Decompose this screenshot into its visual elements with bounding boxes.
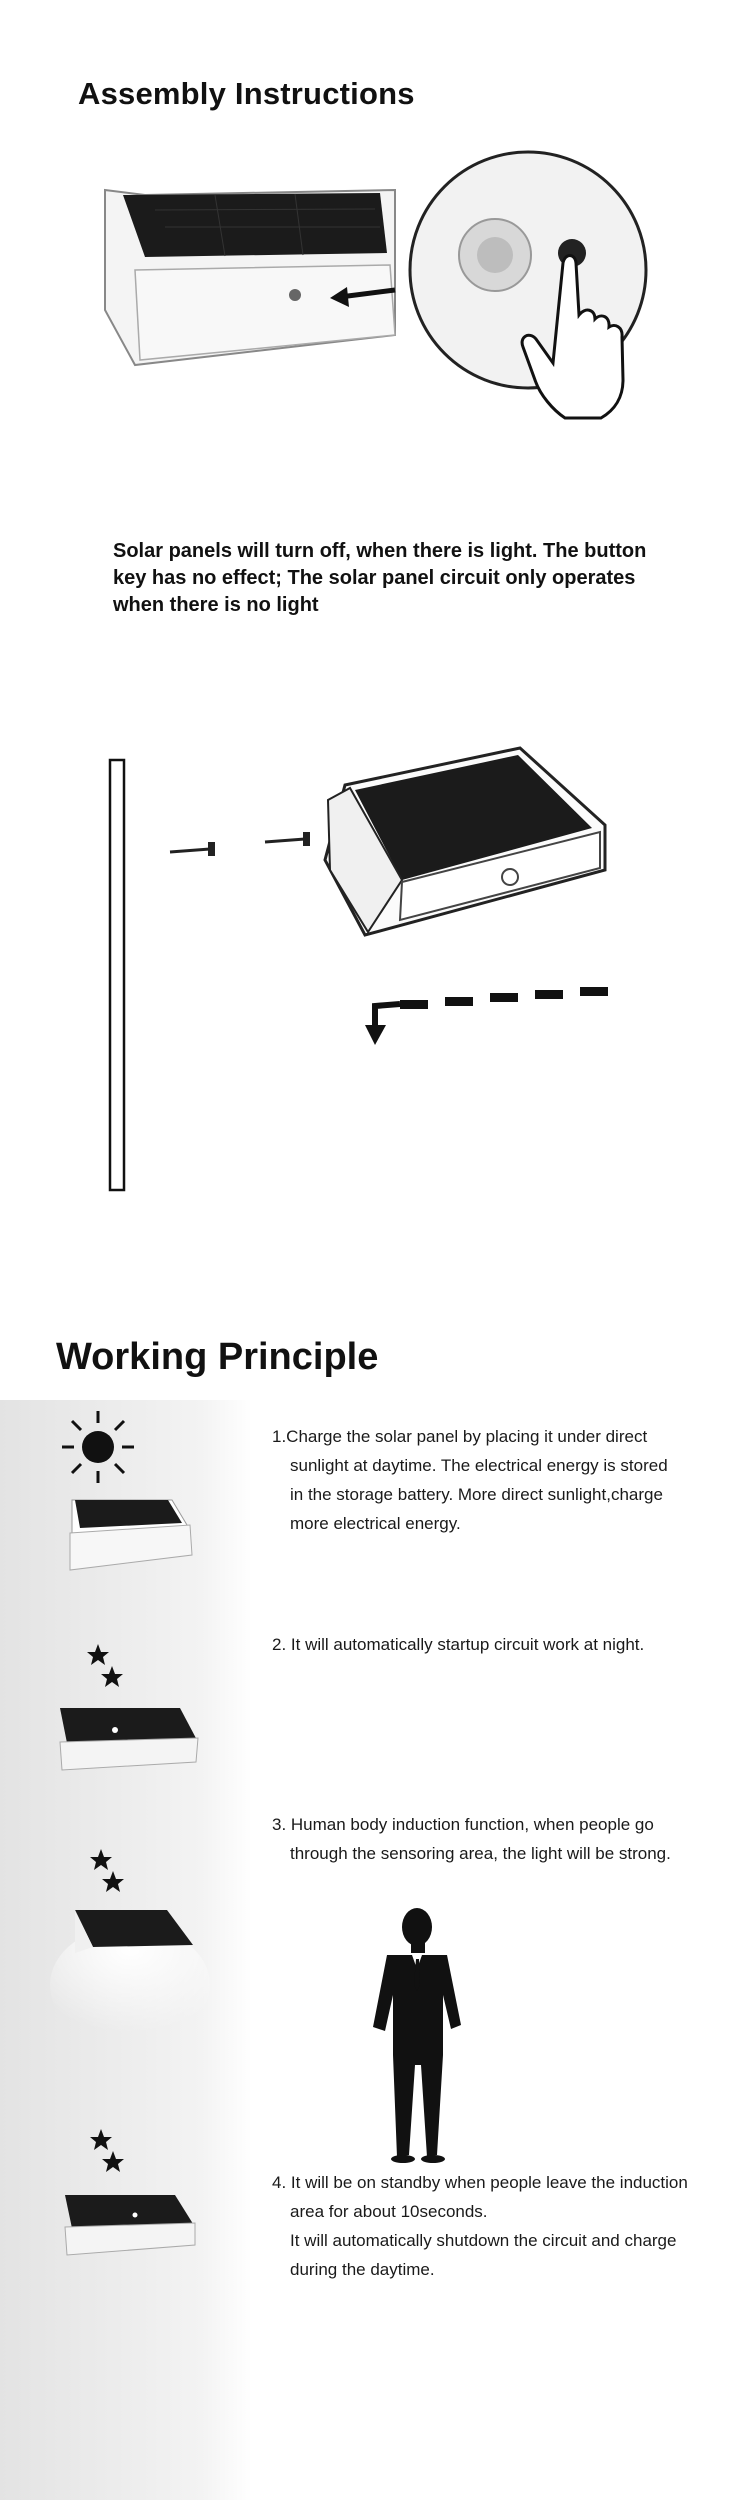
- solar-lamp-image: [70, 1500, 192, 1570]
- star-icon: [90, 2129, 112, 2150]
- sun-icon: [62, 1411, 134, 1483]
- person-silhouette-icon: [365, 1905, 475, 2165]
- solar-lamp-image: [105, 190, 395, 365]
- wall-mounting-illustration: [100, 740, 640, 1200]
- step-2: 2. It will automatically startup circuit work at night.: [272, 1635, 645, 1654]
- switch-button-image: [289, 289, 301, 301]
- working-title: Working Principle: [56, 1336, 379, 1378]
- assembly-note: Solar panels will turn off, when there is light. The button key has no effect; The solar panel circuit only operates when there is no light: [113, 540, 647, 616]
- wall-image: [110, 760, 124, 1190]
- moon-icon: [39, 2117, 73, 2177]
- star-icon: [102, 2151, 124, 2172]
- solar-lamp-image: [65, 2195, 195, 2255]
- screw-icon: [170, 842, 215, 856]
- moon-icon: [39, 1837, 73, 1897]
- solar-panel-image: [123, 193, 387, 257]
- night-startup-illustration: [30, 1630, 210, 1775]
- star-icon: [101, 1666, 123, 1687]
- solar-lamp-image: [60, 1708, 198, 1770]
- solar-lamp-image: [325, 748, 605, 935]
- star-icon: [87, 1644, 109, 1665]
- step-4: 4. It will be on standby when people leave the induction area for about 10seconds. It will automatically shutdown the circuit and charge during the daytime.: [272, 2173, 688, 2279]
- assembly-title: Assembly Instructions: [78, 76, 415, 111]
- step-1: 1.Charge the solar panel by placing it under direct sunlight at daytime. The electrical energy is stored in the storage battery. More direct sunlight,charge more electrical energy.: [272, 1427, 668, 1533]
- star-icon: [90, 1849, 112, 1870]
- standby-illustration: [35, 2115, 215, 2265]
- arrow-icon: [365, 987, 608, 1045]
- star-icon: [102, 1871, 124, 1892]
- induction-illustration: [35, 1835, 215, 2045]
- step-3: 3. Human body induction function, when people go through the sensoring area, the light will be strong.: [272, 1815, 671, 1863]
- day-charging-illustration: [50, 1405, 210, 1580]
- lamp-switch-illustration: [95, 135, 655, 425]
- screw-icon: [265, 832, 310, 846]
- moon-icon: [36, 1632, 70, 1692]
- solar-panel-image: [75, 1910, 193, 1947]
